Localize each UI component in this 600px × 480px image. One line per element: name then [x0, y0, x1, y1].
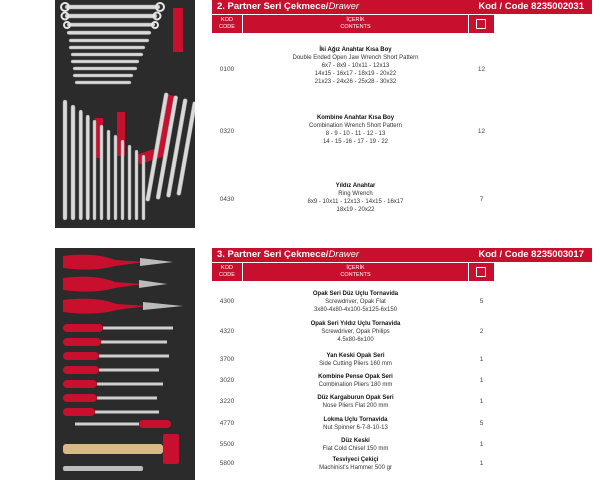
row-line: Screwdriver, Opak Flat: [325, 299, 386, 305]
row-description: [243, 456, 468, 472]
row-code: 0320: [219, 128, 235, 135]
row-quantity: 7: [479, 196, 484, 203]
row-description: [243, 320, 468, 344]
row-line: 6x7 - 8x9 - 10x11 - 12x13: [321, 63, 390, 69]
row-quantity: 1: [479, 460, 484, 467]
row-title: Düz Keski: [341, 438, 370, 444]
row-line: 4.5x80-6x100: [337, 337, 374, 343]
column-icerik: [243, 263, 468, 281]
row-quantity: 1: [479, 377, 484, 384]
row-line: 21x23 - 24x26 - 25x28 - 30x32: [314, 79, 397, 85]
row-code: 5800: [219, 460, 235, 467]
section-title: 2. Partner Seri Çekmece/: [217, 1, 329, 12]
section-drawer-2: [212, 0, 592, 213]
row-code: 0100: [219, 66, 235, 73]
row-description: [243, 437, 468, 453]
row-code: 4320: [219, 328, 235, 335]
section-title-drawer: Drawer: [328, 1, 360, 12]
row-description: [243, 394, 468, 410]
row-title: Lokma Uçlu Tornavida: [323, 417, 388, 423]
column-icerik-en: CONTENTS: [340, 24, 371, 30]
row-line: 14x15 - 16x17 - 18x19 - 20x22: [314, 71, 397, 77]
column-kod: [212, 15, 242, 33]
row-description: [243, 114, 468, 146]
section-code: Kod / Code 8235003017: [478, 249, 584, 260]
column-quantity: [469, 263, 494, 281]
row-line: Machinist's Hammer 500 gr: [319, 465, 392, 471]
row-title: Opak Seri Yıldız Uçlu Tornavida: [310, 321, 401, 327]
row-code: 4770: [219, 420, 235, 427]
row-line: Nut Spinner 6-7-8-10-13: [323, 425, 388, 431]
row-description: [243, 373, 468, 389]
column-kod-en: CODE: [219, 272, 235, 278]
row-line: Ring Wrench: [338, 191, 373, 197]
row-title: Yıldız Anahtar: [335, 183, 376, 189]
column-icerik-tr: İÇERİK: [346, 17, 365, 23]
row-title: İki Ağız Anahtar Kısa Boy: [319, 47, 392, 53]
row-title: Kombine Anahtar Kısa Boy: [316, 115, 395, 121]
column-icerik: [243, 15, 468, 33]
row-quantity: 5: [479, 420, 484, 427]
column-kod-tr: KOD: [221, 17, 233, 23]
screwdriver-tray-illustration: [55, 248, 195, 480]
wrench-tray-illustration: [55, 0, 195, 228]
row-line: Combination Wrench Short Pattern: [309, 123, 402, 129]
column-kod-tr: KOD: [221, 265, 233, 271]
section-drawer-3: [212, 248, 592, 471]
row-line: Combination Pliers 180 mm: [318, 382, 393, 388]
row-description: [243, 46, 468, 86]
pliers-group: [63, 255, 183, 314]
row-line: 3x80-4x80-4x100-5x125-6x150: [313, 307, 398, 313]
row-description: [243, 290, 468, 314]
row-title: Opak Seri Düz Uçlu Tornavida: [312, 291, 399, 297]
row-title: Kombine Pense Opak Seri: [318, 374, 393, 380]
row-line: 8x9 - 10x11 - 12x13 - 14x15 - 16x17: [307, 199, 404, 205]
row-quantity: 2: [479, 328, 484, 335]
row-title: Tesviyeci Çekiçi: [332, 457, 379, 463]
row-code: 0430: [219, 196, 235, 203]
row-code: 4300: [219, 298, 235, 305]
row-code: 3700: [219, 356, 235, 363]
column-kod: [212, 263, 242, 281]
row-description: [243, 416, 468, 432]
row-title: Düz Kargaburun Opak Seri: [317, 395, 394, 401]
quantity-box-icon: [476, 19, 486, 29]
column-header: [212, 263, 592, 281]
row-line: 14 - 15 -16 - 17 - 19 - 22: [322, 139, 389, 145]
row-quantity: 5: [479, 298, 484, 305]
row-quantity: 1: [479, 356, 484, 363]
row-description: [243, 182, 468, 214]
row-line: 18x19 - 20x22: [336, 207, 375, 213]
section-header: [212, 0, 592, 14]
row-quantity: 12: [477, 66, 486, 73]
row-code: 3220: [219, 398, 235, 405]
row-code: 5500: [219, 441, 235, 448]
row-line: Screwdriver, Opak Philips: [321, 329, 390, 335]
row-quantity: 12: [477, 128, 486, 135]
column-icerik-tr: İÇERİK: [346, 265, 365, 271]
row-line: Double Ended Open Jaw Wrench Short Pattern: [292, 55, 419, 61]
section-title-drawer: Drawer: [328, 249, 360, 260]
quantity-box-icon: [476, 267, 486, 277]
row-line: 8 - 9 - 10 - 11 - 12 - 13: [325, 131, 386, 137]
column-quantity: [469, 15, 494, 33]
row-line: Nose Pliers Flat 200 mm: [322, 403, 389, 409]
hammer-group: [63, 434, 179, 471]
section-header: [212, 248, 592, 262]
column-kod-en: CODE: [219, 24, 235, 30]
row-title: Yan Keski Opak Seri: [326, 353, 385, 359]
column-header: [212, 15, 592, 33]
wrench-tray-photo: [55, 0, 195, 228]
row-quantity: 1: [479, 441, 484, 448]
row-quantity: 1: [479, 398, 484, 405]
section-code: Kod / Code 8235002031: [478, 1, 584, 12]
row-line: Flat Cold Chisel 150 mm: [322, 446, 389, 452]
column-icerik-en: CONTENTS: [340, 272, 371, 278]
screwdriver-pliers-tray-photo: [55, 248, 195, 480]
row-line: Side Cutting Pliers 160 mm: [319, 361, 392, 367]
row-description: [243, 352, 468, 368]
row-code: 3020: [219, 377, 235, 384]
section-title: 3. Partner Seri Çekmece/: [217, 249, 329, 260]
